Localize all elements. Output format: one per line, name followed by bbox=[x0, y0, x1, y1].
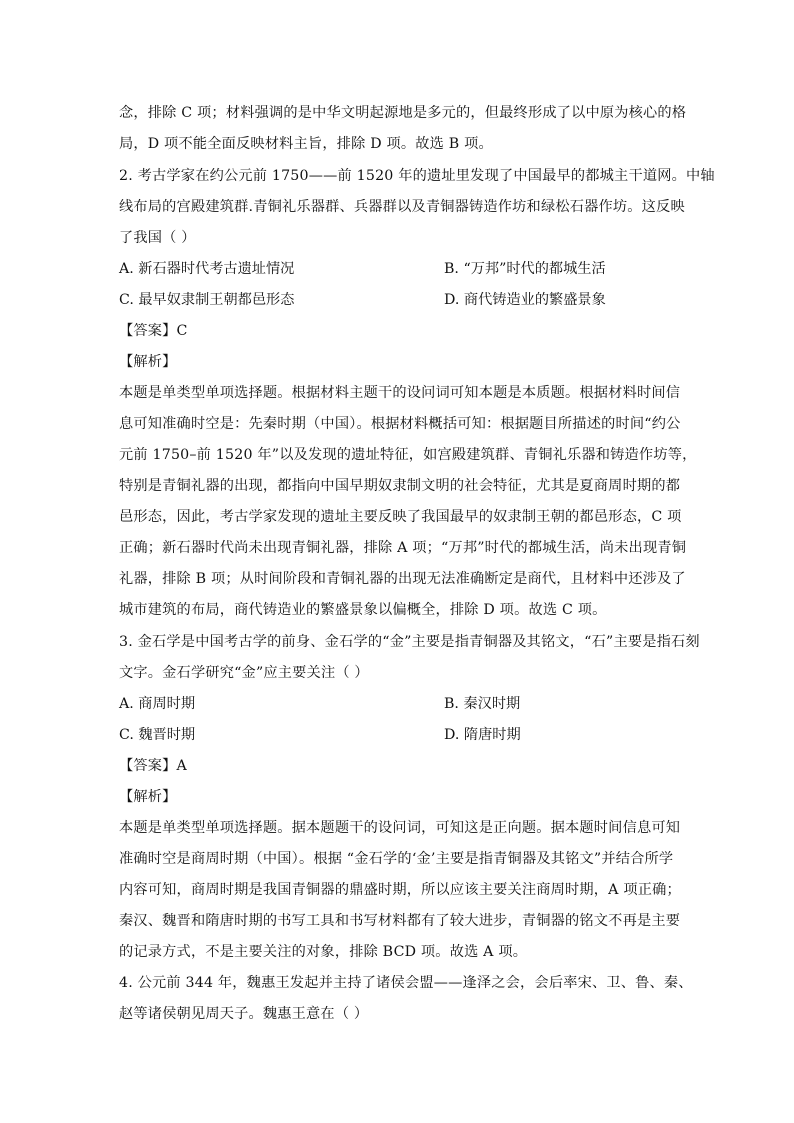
question-2-stem: 2. 考古学家在约公元前 1750——前 1520 年的遗址里发现了中国最早的都城主干道网。中轴 bbox=[119, 168, 715, 184]
question-2-analysis-line: 特别是青铜礼器的出现，都指向中国早期奴隶制文明的社会特征，尤其是夏商周时期的都 bbox=[119, 478, 681, 494]
question-2-analysis-line: 城市建筑的布局，商代铸造业的繁盛景象以偏概全，排除 D 项。故选 C 项。 bbox=[119, 602, 607, 618]
question-3-option-a: A. 商周时期 bbox=[119, 696, 196, 712]
question-2-analysis-line: 正确；新石器时代尚未出现青铜礼器，排除 A 项；“万邦”时代的都城生活，尚未出现青铜 bbox=[119, 540, 687, 556]
question-2-option-b: B. “万邦”时代的都城生活 bbox=[444, 261, 606, 277]
question-3-answer: 【答案】A bbox=[119, 758, 187, 774]
question-4-stem: 4. 公元前 344 年，魏惠王发起并主持了诸侯会盟——逢泽之会，会后率宋、卫、鲁、秦、 bbox=[119, 975, 693, 991]
question-3-option-c: C. 魏晋时期 bbox=[119, 727, 196, 743]
question-2-analysis-line: 元前 1750–前 1520 年”以及发现的遗址特征，如宫殿建筑群、青铜礼乐器和铸造作坊等， bbox=[119, 447, 697, 463]
question-2-analysis-line: 息可知准确时空是：先秦时期（中国）。根据材料概括可知：根据题目所描述的时间“约公 bbox=[119, 416, 681, 432]
question-3-analysis-line: 本题是单类型单项选择题。据本题题干的设问词，可知这是正向题。据本题时间信息可知 bbox=[119, 820, 681, 836]
question-2-stem: 了我国（ ） bbox=[119, 230, 196, 246]
question-2-option-a: A. 新石器时代考古遗址情况 bbox=[119, 261, 295, 277]
question-3-option-d: D. 隋唐时期 bbox=[444, 727, 521, 743]
question-3-analysis-title: 【解析】 bbox=[119, 789, 177, 805]
question-2-stem: 线布局的宫殿建筑群.青铜礼乐器群、兵器群以及青铜器铸造作坊和绿松石器作坊。这反映 bbox=[119, 199, 685, 215]
question-3-option-b: B. 秦汉时期 bbox=[444, 696, 521, 712]
question-2-option-d: D. 商代铸造业的繁盛景象 bbox=[444, 292, 606, 308]
question-2-option-c: C. 最早奴隶制王朝都邑形态 bbox=[119, 292, 295, 308]
question-3-stem: 3. 金石学是中国考古学的前身、金石学的“金”主要是指青铜器及其铭文，“石”主要是指石刻 bbox=[119, 634, 700, 650]
question-3-stem: 文字。金石学研究“金”应主要关注（ ） bbox=[119, 665, 369, 681]
question-2-analysis-title: 【解析】 bbox=[119, 354, 177, 370]
question-2-analysis-line: 礼器，排除 B 项；从时间阶段和青铜礼器的出现无法准确断定是商代，且材料中还涉及了 bbox=[119, 571, 686, 587]
question-3-analysis-line: 的记录方式，不是主要关注的对象，排除 BCD 项。故选 A 项。 bbox=[119, 944, 528, 960]
question-3-analysis-line: 内容可知，商周时期是我国青铜器的鼎盛时期，所以应该主要关注商周时期，A 项正确； bbox=[119, 882, 681, 898]
paragraph-line: 念，排除 C 项；材料强调的是中华文明起源地是多元的，但最终形成了以中原为核心的格 bbox=[119, 105, 687, 121]
question-2-analysis-line: 邑形态，因此，考古学家发现的遗址主要反映了我国最早的奴隶制王朝的都邑形态，C 项 bbox=[119, 509, 682, 525]
question-3-analysis-line: 准确时空是商周时期（中国）。根据 “金石学的‘金’主要是指青铜器及其铭文”并结合所学 bbox=[119, 851, 674, 867]
question-4-stem: 赵等诸侯朝见周天子。魏惠王意在（ ） bbox=[119, 1006, 369, 1022]
paragraph-line: 局，D 项不能全面反映材料主旨，排除 D 项。故选 B 项。 bbox=[119, 136, 493, 152]
question-2-analysis-line: 本题是单类型单项选择题。根据材料主题干的设问词可知本题是本质题。根据材料时间信 bbox=[119, 385, 681, 401]
question-2-answer: 【答案】C bbox=[119, 323, 188, 339]
question-3-analysis-line: 秦汉、魏晋和隋唐时期的书写工具和书写材料都有了较大进步，青铜器的铭文不再是主要 bbox=[119, 913, 681, 929]
